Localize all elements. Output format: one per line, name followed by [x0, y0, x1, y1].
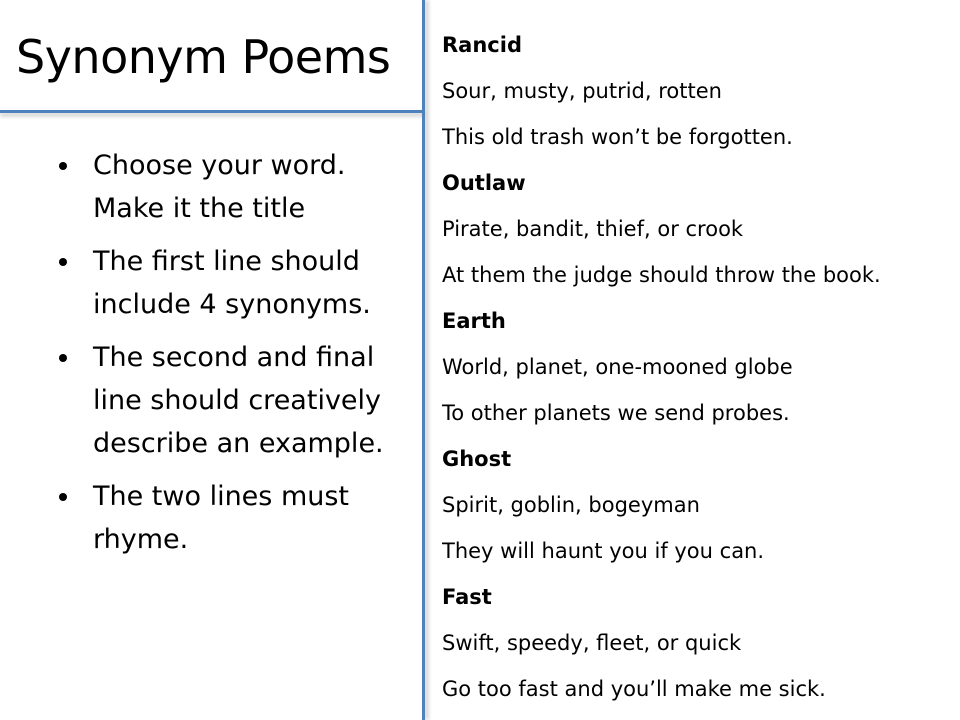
instruction-item [56, 240, 401, 326]
poem-line-synonyms: World, planet, one-mooned globe [442, 355, 793, 379]
bullet-icon [59, 354, 67, 362]
poem-line-synonyms: Spirit, goblin, bogeyman [442, 493, 700, 517]
title-divider [0, 110, 424, 113]
example-poems [442, 22, 960, 712]
instruction-list [56, 144, 401, 571]
poem-line-rhyme: They will haunt you if you can. [442, 539, 765, 563]
column-divider [422, 0, 425, 720]
bullet-icon [59, 493, 67, 501]
slide-title: Synonym Poems [16, 30, 391, 84]
poem-line-synonyms: Pirate, bandit, thief, or crook [442, 217, 744, 241]
instruction-text: The second and final line should creatively describe an example. [93, 342, 384, 459]
poem-title: Ghost [442, 447, 512, 471]
poem-title: Rancid [442, 33, 522, 57]
instruction-text: Choose your word. Make it the title [93, 150, 346, 224]
poem-title: Outlaw [442, 171, 526, 195]
poem-title: Fast [442, 585, 492, 609]
poem-line-rhyme: This old trash won’t be forgotten. [442, 125, 793, 149]
bullet-icon [59, 258, 67, 266]
instruction-text: The first line should include 4 synonyms. [93, 246, 371, 320]
instruction-item [56, 475, 401, 561]
instruction-text: The two lines must rhyme. [93, 481, 350, 555]
bullet-icon [59, 162, 67, 170]
poem-title: Earth [442, 309, 506, 333]
instruction-item [56, 144, 401, 230]
poem-line-rhyme: Go too fast and you’ll make me sick. [442, 677, 826, 701]
poem-line-rhyme: To other planets we send probes. [442, 401, 790, 425]
poem-line-rhyme: At them the judge should throw the book. [442, 263, 881, 287]
poem-line-synonyms: Swift, speedy, fleet, or quick [442, 631, 742, 655]
instruction-item [56, 336, 401, 465]
poem-line-synonyms: Sour, musty, putrid, rotten [442, 79, 722, 103]
